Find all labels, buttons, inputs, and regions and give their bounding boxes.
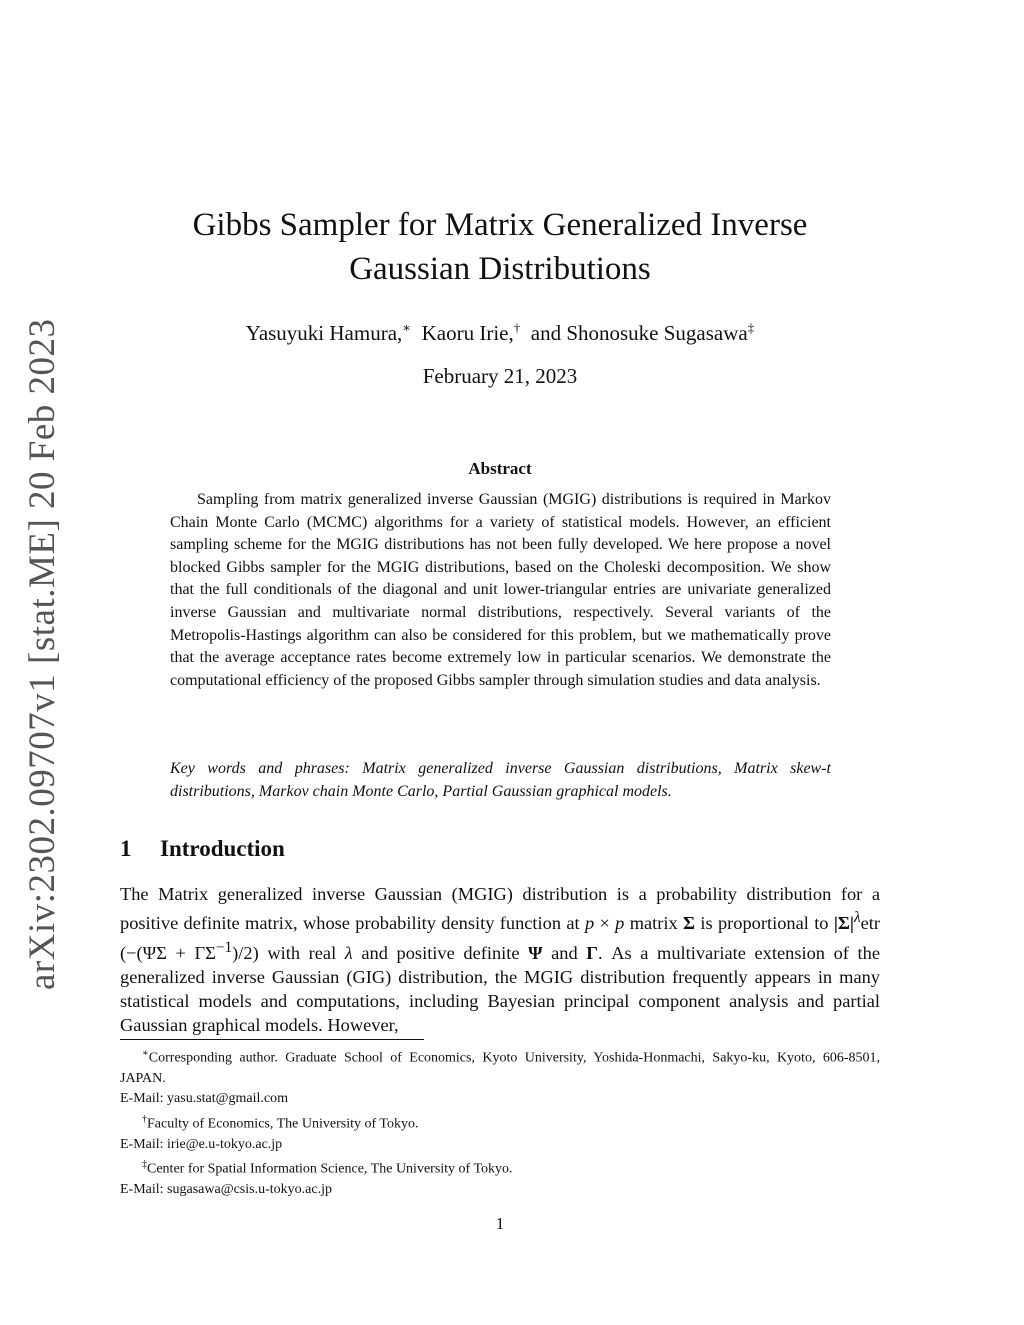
author-1-name: Yasuyuki Hamura, (245, 321, 403, 345)
title-line-2: Gaussian Distributions (349, 251, 651, 287)
math-det-sigma: |Σ| (833, 913, 854, 934)
footnote-3 (120, 1155, 880, 1180)
math-lambda-sup: λ (853, 909, 861, 927)
footnote-3-mark: ‡ (142, 1158, 147, 1170)
footnote-1-mark: ∗ (142, 1048, 149, 1059)
author-list (120, 314, 880, 347)
footnote-1-text: Corresponding author. Graduate School of Economics, Kyoto University, Yoshida-Honmachi, Sakyo-ku, Kyoto, 606-8501, JAPAN. (120, 1050, 880, 1086)
footnote-2-mark: † (142, 1113, 147, 1125)
author-3-mark: ‡ (747, 320, 755, 335)
title-line-1: Gibbs Sampler for Matrix Generalized Inverse (192, 207, 808, 243)
author-2-name: Kaoru Irie, (421, 321, 514, 345)
footnote-1-email: E-Mail: yasu.stat@gmail.com (120, 1091, 289, 1107)
math-etr: etr (−(ΨΣ + ΓΣ (120, 913, 880, 963)
intro-text-4: with real (258, 942, 345, 963)
intro-text-5: and positive definite (352, 942, 529, 963)
math-gamma: Γ (586, 942, 598, 963)
paper-title (120, 203, 880, 291)
publication-date: February 21, 2023 (422, 364, 578, 388)
footnote-3-email: E-Mail: sugasawa@csis.u-tokyo.ac.jp (120, 1181, 332, 1197)
intro-text-3: is proportional to (695, 913, 834, 934)
math-p-2: p (615, 913, 625, 934)
section-heading-introduction (120, 834, 285, 864)
abstract-text: Sampling from matrix generalized inverse Gaussian (MGIG) distributions is required in Markov Chain Monte Carlo (MCMC) algorithms for a variety of statistical models. However, an efficient sampling scheme for the MGIG distributions has not been fully developed. We here propose a novel blocked Gibbs sampler for the MGIG distributions, based on the Choleski decomposition. We show that the full conditionals of the diagonal and unit lower-triangular entries are univariate generalized inverse Gaussian and multivariate normal distributions, respectively. Several variants of the Metropolis-Hastings algorithm can also be considered for this problem, but we mathematically prove that the average acceptance rates become extremely low in particular scenarios. We demonstrate the computational efficiency of the proposed Gibbs sampler through simulation studies and data analysis. (170, 491, 831, 689)
math-lambda: λ (344, 942, 353, 963)
footnote-2-text: Faculty of Economics, The University of Tokyo. (147, 1116, 419, 1132)
math-p-1: p (584, 913, 595, 934)
author-3-name: and Shonosuke Sugasawa (530, 321, 748, 345)
intro-text-2: matrix (624, 913, 684, 934)
intro-text-1: The Matrix generalized inverse Gaussian (MGIG) distribution is a probability distribution for a positive definite matrix, whose probability density function at (120, 884, 880, 934)
math-inverse-sup: −1 (215, 938, 233, 956)
author-1-mark: ∗ (402, 320, 412, 335)
footnote-1 (120, 1044, 880, 1089)
arxiv-identifier: arXiv:2302.09707v1 [stat.ME] 20 Feb 2023 (22, 318, 63, 990)
intro-and: and (542, 942, 587, 963)
intro-text-6: . As a multivariate extension of the generalized inverse Gaussian (GIG) distribution, the MGIG distribution frequently appears in many statistical models and computations, including Bayesian principal component analysis and partial Gaussian graphical models. However, (120, 942, 880, 1036)
footnotes (120, 1044, 880, 1200)
section-number: 1 (120, 836, 132, 861)
math-psi: Ψ (528, 942, 543, 963)
footnote-divider (120, 1039, 424, 1040)
math-close: )/2) (232, 942, 259, 963)
page-number: 1 (495, 1214, 505, 1233)
author-2-mark: † (513, 320, 521, 335)
introduction-paragraph (120, 882, 880, 1037)
footnote-2 (120, 1110, 880, 1135)
keywords: Key words and phrases: Matrix generalized inverse Gaussian distributions, Matrix skew-t distributions, Markov chain Monte Carlo, Partial Gaussian graphical models. (170, 760, 831, 800)
footnote-2-email: E-Mail: irie@e.u-tokyo.ac.jp (120, 1136, 283, 1152)
math-times: × (594, 913, 616, 934)
abstract-heading: Abstract (468, 459, 532, 478)
math-sigma: Σ (683, 913, 696, 934)
footnote-3-text: Center for Spatial Information Science, The University of Tokyo. (147, 1161, 513, 1177)
section-title: Introduction (160, 836, 285, 861)
